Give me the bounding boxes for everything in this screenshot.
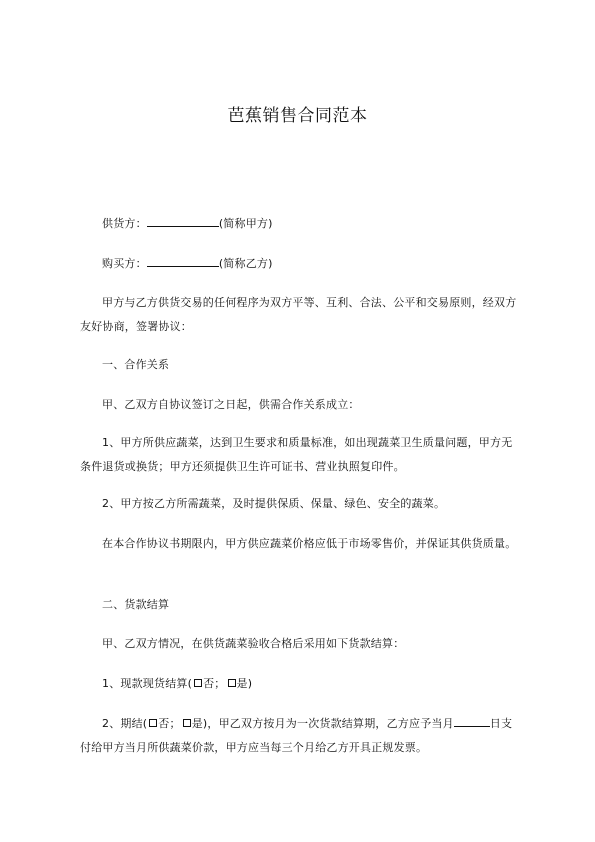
item2-suffix: 日支付给甲方当月所供蔬菜价款，甲方应当每三个月给乙方开具正规发票。 [80,717,513,754]
item1-no-label: 否； [203,677,226,690]
item2-prefix: 2、期结( [102,717,148,730]
section1-item-1: 1、甲方所供应蔬菜，达到卫生要求和质量标准，如出现蔬菜卫生质量问题，甲方无条件退货或换货；甲方还须提供卫生许可证书、营业执照复印件。 [80,436,513,473]
section1-price-paragraph: 在本合作协议书期限内，甲方供应蔬菜价格应低于市场零售价，并保证其供货质量。 [102,537,517,550]
intro-paragraph: 甲方与乙方供货交易的任何程序为双方平等、互利、合法、公平和交易原则，经双方友好协商，签署协议： [80,296,517,333]
section2-item-1 [80,672,523,696]
section2-heading: 二、货款结算 [102,598,170,611]
supplier-blank [147,213,219,227]
supplier-note: (简称甲方) [218,217,273,230]
section1-paragraph: 甲、乙双方自协议签订之日起，供需合作关系成立： [102,398,360,411]
section2-paragraph: 甲、乙双方情况，在供货蔬菜验收合格后采用如下货款结算： [102,637,405,650]
item2-no-label: 否； [158,717,181,730]
buyer-label: 购买方： [102,257,147,270]
supplier-label: 供货方： [102,217,147,230]
item1-yes-label: 是) [236,677,253,690]
checkbox-yes [183,719,191,727]
buyer-note: (简称乙方) [218,257,273,270]
section1-heading: 一、合作关系 [102,358,170,371]
section1-item-2: 2、甲方按乙方所需蔬菜，及时提供保质、保量、绿色、安全的蔬菜。 [102,497,446,510]
day-blank [454,713,490,727]
checkbox-no [194,679,202,687]
buyer-blank [147,253,219,267]
buyer-line [80,252,523,276]
document-title: 芭蕉销售合同范本 [227,106,368,126]
checkbox-no [149,719,157,727]
section2-item-2 [80,712,523,760]
item2-middle: 是)，甲乙双方按月为一次货款结算期，乙方应予当月 [191,717,454,730]
supplier-line [80,212,523,236]
checkbox-yes [228,679,236,687]
item1-prefix: 1、现款现货结算( [102,677,193,690]
